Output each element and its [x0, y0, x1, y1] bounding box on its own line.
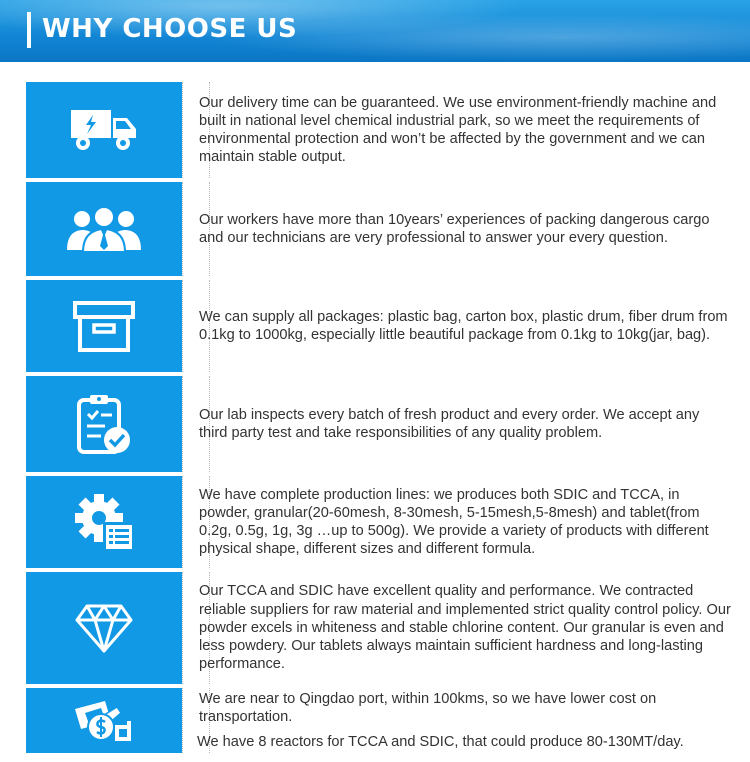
feature-row-lab	[26, 376, 750, 472]
feature-text: We are near to Qingdao port, within 100kms, so we have lower cost on transportation.	[199, 691, 657, 726]
feature-row-quality	[26, 572, 750, 684]
feature-icon-box	[26, 688, 182, 753]
feature-text-secondary: We have 8 reactors for TCCA and SDIC, that could produce 80-130MT/day.	[197, 733, 684, 750]
gear-list-icon	[73, 492, 135, 552]
feature-text: We can supply all packages: plastic bag, carton box, plastic drum, fiber drum from 0.1kg to 1000kg, especially little beautiful package from 0.1kg to 10kg(jar, bag).	[199, 308, 728, 343]
feature-text: Our TCCA and SDIC have excellent quality and performance. We contracted reliable suppliers for raw material and implemented strict quality control policy. Our powder excels in whiteness and stable chlorine content. Our granular is even and less powdery. Our tablets always maintain sufficient hardness and long-lasting performance.	[199, 583, 731, 673]
feature-icon-box	[26, 82, 182, 178]
diamond-icon	[75, 603, 133, 653]
header-banner	[0, 0, 750, 62]
team-icon	[65, 206, 143, 252]
feature-text: Our delivery time can be guaranteed. We use environment-friendly machine and built in national level chemical industrial park, so we meet the requirements of environmental protection and won’t be affected by the government and we can maintain stable output.	[199, 94, 717, 166]
feature-icon-box	[26, 182, 182, 276]
feature-text: Our lab inspects every batch of fresh product and every order. We accept any third party test and take responsibilities of any quality problem.	[199, 406, 700, 441]
header-accent-bar	[27, 12, 31, 48]
feature-icon-box	[26, 572, 182, 684]
clipboard-check-icon	[75, 392, 133, 456]
feature-icon-box	[26, 376, 182, 472]
feature-row-location	[26, 688, 750, 753]
feature-icon-box	[26, 476, 182, 568]
feature-icon-box	[26, 280, 182, 372]
feature-text: Our workers have more than 10years’ experiences of packing dangerous cargo and our technicians are very professional to answer your every question.	[199, 211, 710, 246]
feature-row-team	[26, 182, 750, 276]
money-icon	[71, 699, 137, 743]
feature-row-delivery	[26, 82, 750, 178]
delivery-truck-icon	[69, 108, 139, 152]
feature-row-packages	[26, 280, 750, 372]
page-title: WHY CHOOSE US	[42, 14, 298, 44]
package-box-icon	[72, 300, 136, 352]
feature-text: We have complete production lines: we produces both SDIC and TCCA, in powder, granular(20-60mesh, 8-30mesh, 5-15mesh,5-8mesh) and tablet(from 0.2g, 0.5g, 1g, 3g …up to 500g). We provide a variety of products with different physical shape, different sizes and different formula.	[199, 486, 709, 558]
feature-row-production	[26, 476, 750, 568]
